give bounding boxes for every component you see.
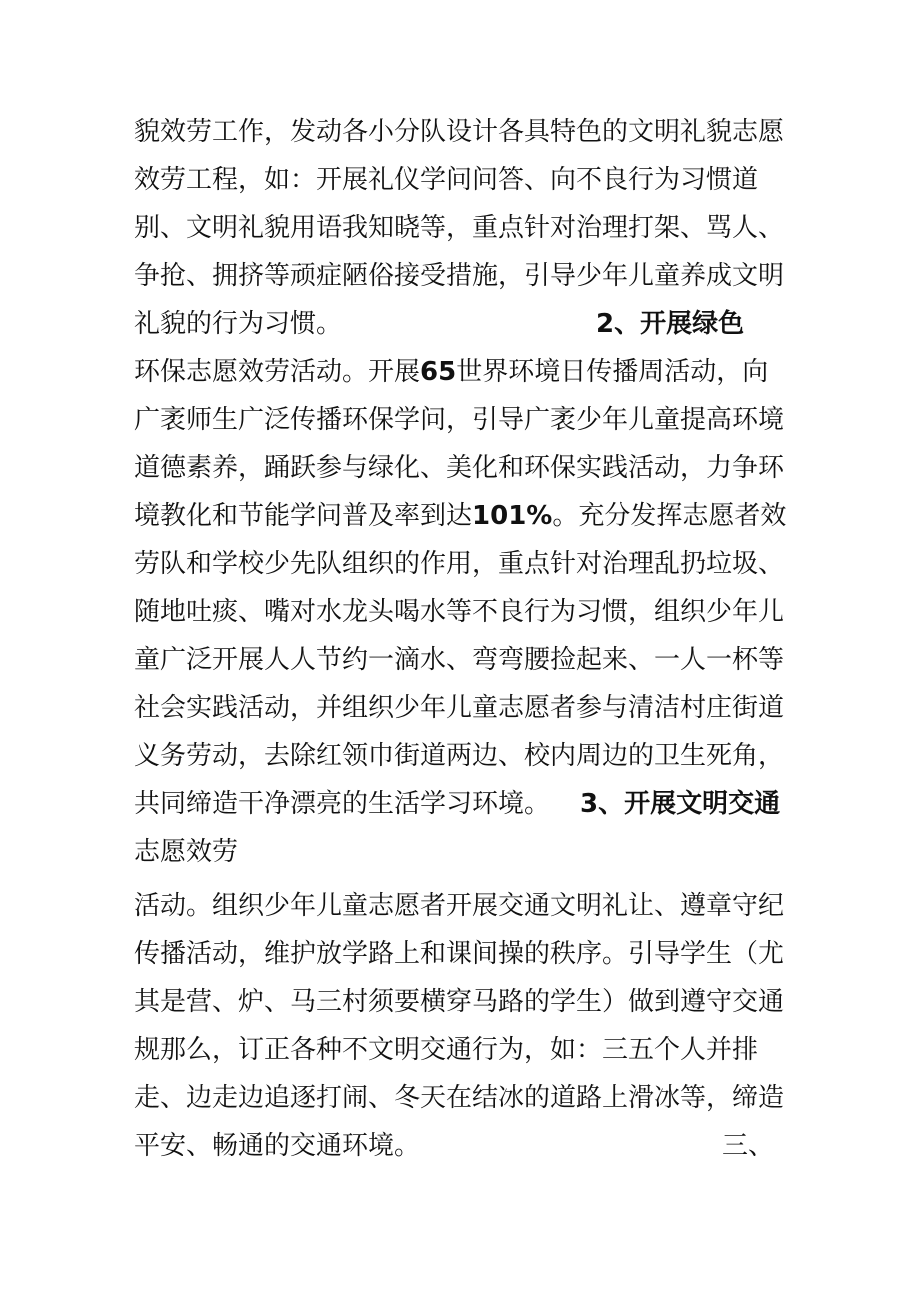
text-run: 志愿效劳 [134, 837, 239, 867]
section-heading-3: 3、开展文明交通 [580, 789, 781, 819]
section-heading-2: 2、开展绿色 [596, 309, 745, 339]
text-line [134, 1074, 794, 1122]
text-line [134, 732, 794, 780]
text-run: 社会实践活动，并组织少年儿童志愿者参与清洁村庄街道 [134, 693, 785, 723]
text-run: 传播活动，维护放学路上和课间操的秩序。引导学生（尤 [134, 939, 785, 969]
text-line [134, 108, 794, 156]
text-run: 义务劳动，去除红领巾街道两边、校内周边的卫生死角， [134, 741, 785, 771]
text-line [134, 396, 794, 444]
text-line [134, 978, 794, 1026]
text-run: 礼貌的行为习惯。 [134, 309, 343, 339]
text-line [134, 204, 794, 252]
text-run: 随地吐痰、嘴对水龙头喝水等不良行为习惯，组织少年儿 [134, 597, 785, 627]
text-run: 争抢、拥挤等顽症陋俗接受措施，引导少年儿童养成文明 [134, 261, 785, 291]
text-line [134, 444, 794, 492]
bold-number: 65 [420, 357, 457, 387]
text-line [134, 540, 794, 588]
text-line [134, 156, 794, 204]
text-line [134, 780, 794, 828]
text-run: 世界环境日传播周活动，向 [456, 357, 769, 387]
section-heading-three: 三、 [722, 1131, 775, 1161]
text-run: 劳队和学校少先队组织的作用，重点针对治理乱扔垃圾、 [134, 549, 785, 579]
text-run: 效劳工程，如：开展礼仪学问问答、向不良行为习惯道 [134, 165, 759, 195]
text-run: 貌效劳工作，发动各小分队设计各具特色的文明礼貌志愿 [134, 117, 785, 147]
text-line [134, 300, 794, 348]
text-line [134, 636, 794, 684]
text-run: 道德素养，踊跃参与绿化、美化和环保实践活动，力争环 [134, 453, 785, 483]
text-line [134, 882, 794, 930]
text-run: 规那么，订正各种不文明交通行为，如：三五个人并排 [134, 1035, 759, 1065]
text-run: 境教化和节能学问普及率到达 [134, 501, 473, 531]
text-line [134, 1122, 794, 1170]
text-line [134, 684, 794, 732]
text-run: 童广泛开展人人节约一滴水、弯弯腰捡起来、一人一杯等 [134, 645, 785, 675]
text-run: 其是营、炉、马三村须要横穿马路的学生）做到遵守交通 [134, 987, 785, 1017]
text-run: 环保志愿效劳活动。开展 [134, 357, 421, 387]
bold-number: 101% [472, 501, 553, 531]
text-run: 。充分发挥志愿者效 [552, 501, 787, 531]
text-line [134, 588, 794, 636]
text-run: 走、边走边追逐打闹、冬天在结冰的道路上滑冰等，缔造 [134, 1083, 785, 1113]
text-line [134, 252, 794, 300]
text-run: 广袤师生广泛传播环保学问，引导广袤少年儿童提高环境 [134, 405, 785, 435]
text-line [134, 1026, 794, 1074]
text-run: 共同缔造干净漂亮的生活学习环境。 [134, 789, 551, 819]
text-line [134, 348, 794, 396]
text-line [134, 492, 794, 540]
text-line [134, 930, 794, 978]
text-run: 平安、畅通的交通环境。 [134, 1131, 421, 1161]
text-line [134, 828, 794, 876]
text-run: 别、文明礼貌用语我知晓等，重点针对治理打架、骂人、 [134, 213, 785, 243]
text-run: 活动。组织少年儿童志愿者开展交通文明礼让、遵章守纪 [134, 891, 785, 921]
